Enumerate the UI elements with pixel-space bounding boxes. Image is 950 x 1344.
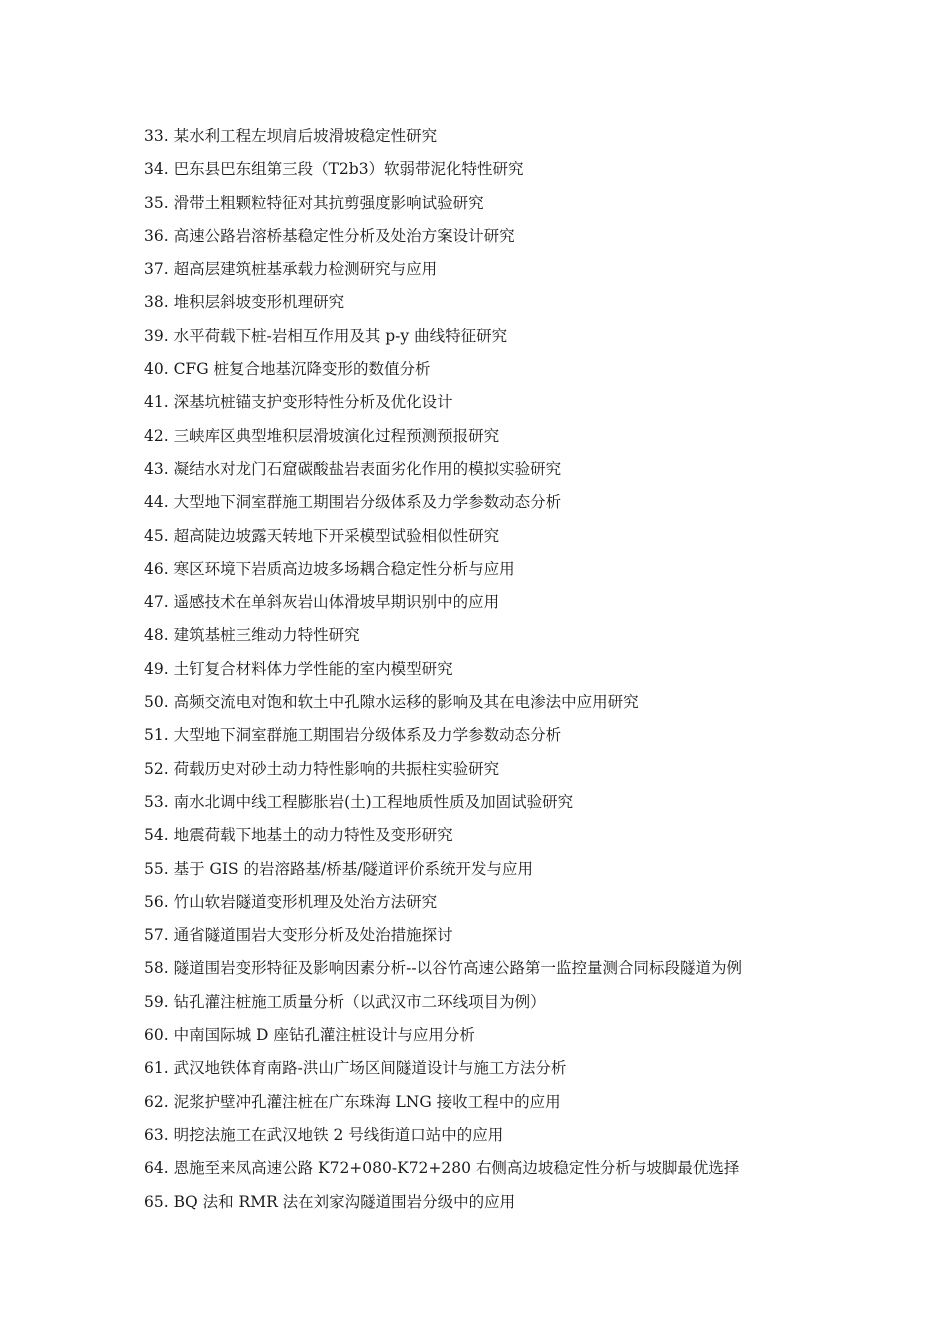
list-item: 46. 寒区环境下岩质高边坡多场耦合稳定性分析与应用 (144, 559, 515, 578)
list-item: 43. 凝结水对龙门石窟碳酸盐岩表面劣化作用的模拟实验研究 (144, 459, 562, 478)
list-item: 52. 荷载历史对砂土动力特性影响的共振柱实验研究 (144, 759, 500, 778)
list-item: 48. 建筑基桩三维动力特性研究 (144, 626, 360, 645)
thesis-title-list (144, 124, 904, 1223)
list-item: 34. 巴东县巴东组第三段（T2b3）软弱带泥化特性研究 (144, 160, 524, 179)
list-item: 55. 基于 GIS 的岩溶路基/桥基/隧道评价系统开发与应用 (144, 859, 534, 878)
list-item: 59. 钻孔灌注桩施工质量分析（以武汉市二环线项目为例） (144, 992, 546, 1011)
list-item: 51. 大型地下洞室群施工期围岩分级体系及力学参数动态分析 (144, 726, 562, 745)
list-item: 50. 高频交流电对饱和软土中孔隙水运移的影响及其在电渗法中应用研究 (144, 693, 639, 712)
list-item: 61. 武汉地铁体育南路-洪山广场区间隧道设计与施工方法分析 (144, 1059, 567, 1078)
list-item: 65. BQ 法和 RMR 法在刘家沟隧道围岩分级中的应用 (144, 1192, 516, 1211)
list-item: 36. 高速公路岩溶桥基稳定性分析及处治方案设计研究 (144, 226, 515, 245)
list-item: 53. 南水北调中线工程膨胀岩(土)工程地质性质及加固试验研究 (144, 792, 574, 811)
list-item: 38. 堆积层斜坡变形机理研究 (144, 293, 345, 312)
list-item: 62. 泥浆护壁冲孔灌注桩在广东珠海 LNG 接收工程中的应用 (144, 1092, 561, 1111)
list-item: 47. 遥感技术在单斜灰岩山体滑坡早期识别中的应用 (144, 593, 500, 612)
list-item: 35. 滑带土粗颗粒特征对其抗剪强度影响试验研究 (144, 193, 484, 212)
list-item: 37. 超高层建筑桩基承载力检测研究与应用 (144, 260, 438, 279)
list-item: 56. 竹山软岩隧道变形机理及处治方法研究 (144, 892, 438, 911)
list-item: 33. 某水利工程左坝肩后坡滑坡稳定性研究 (144, 127, 438, 145)
list-item: 44. 大型地下洞室群施工期围岩分级体系及力学参数动态分析 (144, 493, 562, 512)
list-item: 39. 水平荷载下桩-岩相互作用及其 p-y 曲线特征研究 (144, 326, 508, 345)
list-item: 41. 深基坑桩锚支护变形特性分析及优化设计 (144, 393, 453, 412)
list-item: 49. 土钉复合材料体力学性能的室内模型研究 (144, 659, 453, 678)
list-item: 64. 恩施至来凤高速公路 K72+080-K72+280 右侧高边坡稳定性分析与坡脚最优选择 (144, 1159, 740, 1178)
list-item: 60. 中南国际城 D 座钻孔灌注桩设计与应用分析 (144, 1026, 475, 1045)
list-item: 45. 超高陡边坡露天转地下开采模型试验相似性研究 (144, 526, 500, 545)
list-item: 40. CFG 桩复合地基沉降变形的数值分析 (144, 360, 431, 379)
list-item: 63. 明挖法施工在武汉地铁 2 号线街道口站中的应用 (144, 1125, 504, 1144)
list-item: 54. 地震荷载下地基土的动力特性及变形研究 (144, 826, 453, 845)
list-item: 58. 隧道围岩变形特征及影响因素分析--以谷竹高速公路第一监控量测合同标段隧道为例 (144, 959, 743, 978)
list-item: 42. 三峡库区典型堆积层滑坡演化过程预测预报研究 (144, 426, 500, 445)
list-item: 57. 通省隧道围岩大变形分析及处治措施探讨 (144, 926, 453, 945)
